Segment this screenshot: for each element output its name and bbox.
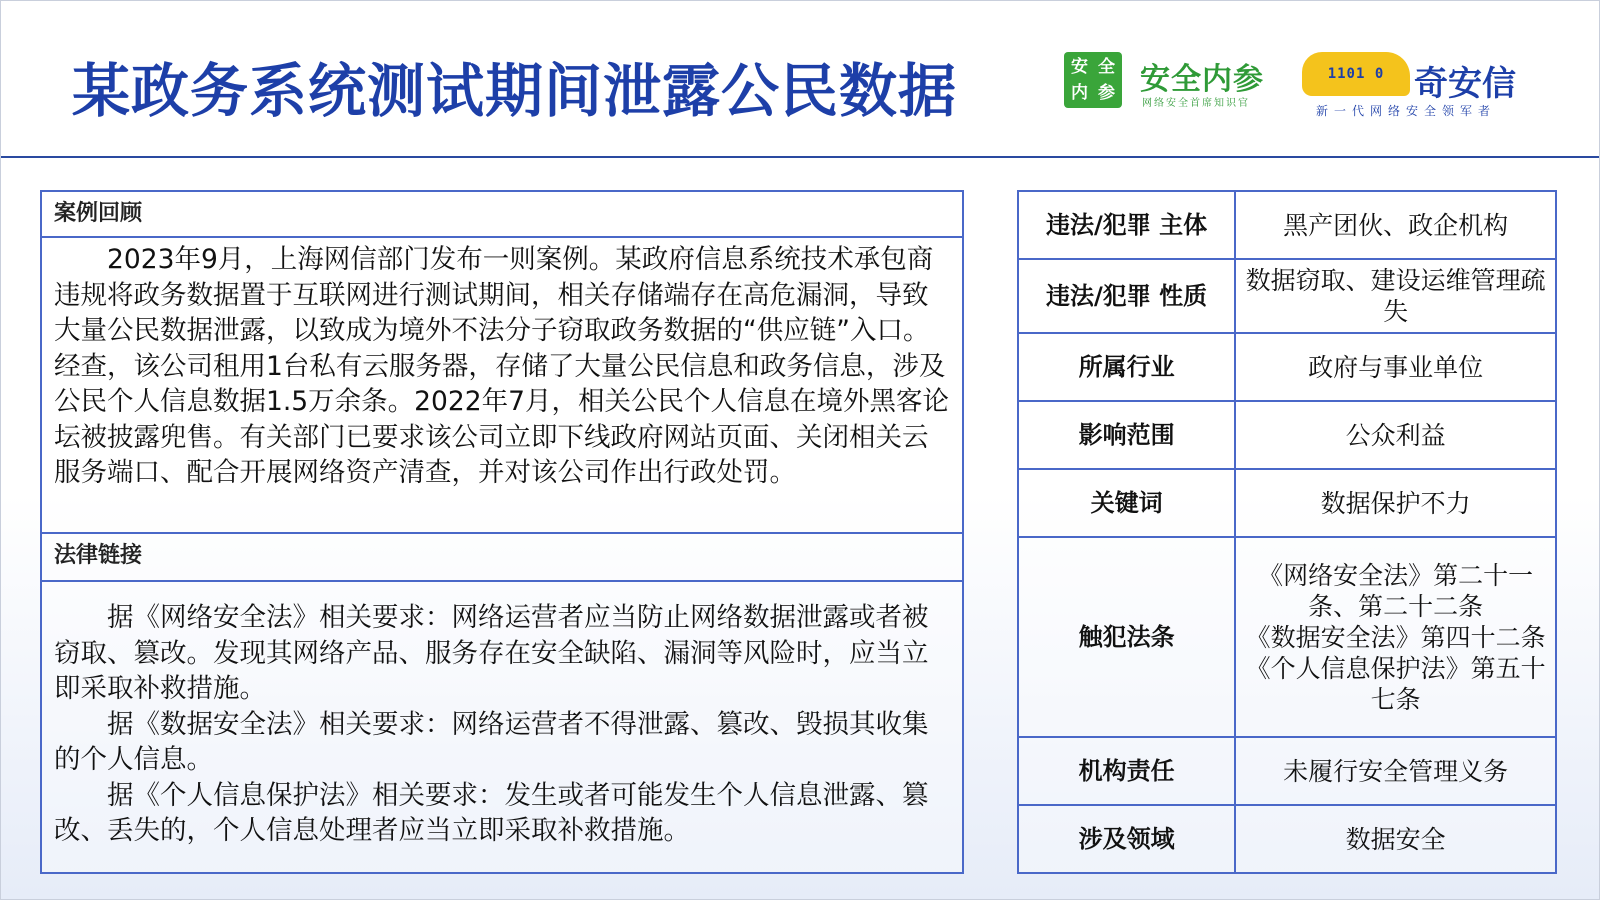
seal-char: 安 bbox=[1071, 57, 1088, 77]
row-key: 违法/犯罪 性质 bbox=[1018, 259, 1235, 333]
row-value: 公众利益 bbox=[1235, 401, 1556, 469]
table-row bbox=[1018, 259, 1556, 333]
header bbox=[0, 0, 1600, 158]
row-key: 关键词 bbox=[1018, 469, 1235, 537]
tiger-mark-icon: 1101 0 bbox=[1302, 52, 1410, 96]
row-value: 政府与事业单位 bbox=[1235, 333, 1556, 401]
table-row bbox=[1018, 537, 1556, 737]
law-paragraph: 据《网络安全法》相关要求：网络运营者应当防止网络数据泄露或者被窃取、篡改。发现其网络产品、服务存在安全缺陷、漏洞等风险时，应当立即采取补救措施。 bbox=[54, 602, 929, 704]
seal-char: 参 bbox=[1098, 83, 1115, 103]
row-key: 机构责任 bbox=[1018, 737, 1235, 805]
logo1-subtitle: 网络安全首席知识官 bbox=[1142, 98, 1250, 109]
row-value bbox=[1235, 537, 1556, 737]
row-value: 黑产团伙、政企机构 bbox=[1235, 191, 1556, 259]
qianxin-logo bbox=[1302, 52, 1562, 122]
law-heading: 法律链接 bbox=[42, 532, 962, 582]
logo2-subtitle: 新一代网络安全领军者 bbox=[1316, 104, 1497, 118]
law-paragraph: 据《数据安全法》相关要求：网络运营者不得泄露、篡改、毁损其收集的个人信息。 bbox=[54, 708, 929, 775]
logo2-name: 奇安信 bbox=[1414, 64, 1516, 104]
law-article: 《网络安全法》第二十一条、第二十二条 bbox=[1258, 560, 1534, 621]
law-article: 《数据安全法》第四十二条 bbox=[1245, 622, 1546, 652]
page-title: 某政务系统测试期间泄露公民数据 bbox=[72, 57, 958, 125]
row-key: 所属行业 bbox=[1018, 333, 1235, 401]
table-row bbox=[1018, 805, 1556, 873]
row-key: 触犯法条 bbox=[1018, 537, 1235, 737]
row-key: 违法/犯罪 主体 bbox=[1018, 191, 1235, 259]
row-key: 涉及领域 bbox=[1018, 805, 1235, 873]
seal-char: 全 bbox=[1098, 57, 1115, 77]
seal-icon bbox=[1064, 52, 1122, 108]
seal-char: 内 bbox=[1071, 83, 1088, 103]
row-value: 数据安全 bbox=[1235, 805, 1556, 873]
case-attributes-table bbox=[1017, 190, 1557, 874]
row-key: 影响范围 bbox=[1018, 401, 1235, 469]
table-row bbox=[1018, 401, 1556, 469]
table-row bbox=[1018, 737, 1556, 805]
anquanneican-logo bbox=[1064, 52, 1284, 110]
law-paragraph: 据《个人信息保护法》相关要求：发生或者可能发生个人信息泄露、篡改、丢失的，个人信息处理者应当立即采取补救措施。 bbox=[54, 779, 929, 846]
table-row bbox=[1018, 469, 1556, 537]
case-heading: 案例回顾 bbox=[42, 192, 962, 238]
law-article: 《个人信息保护法》第五十七条 bbox=[1245, 653, 1546, 714]
row-value: 未履行安全管理义务 bbox=[1235, 737, 1556, 805]
case-text: 2023年9月，上海网信部门发布一则案例。某政府信息系统技术承包商违规将政务数据置于互联网进行测试期间，相关存储端存在高危漏洞，导致大量公民数据泄露，以致成为境外不法分子窃取政务数据的“供应链”入口。经查，该公司租用1台私有云服务器，存储了大量公民信息和政务信息，涉及公民个人信息数据1.5万余条。2022年7月，相关公民个人信息在境外黑客论坛被披露兜售。有关部门已要求该公司立即下线政府网站页面、关闭相关云服务端口、配合开展网络资产清查，并对该公司作出行政处罚。 bbox=[54, 244, 949, 488]
row-value: 数据窃取、建设运维管理疏失 bbox=[1235, 259, 1556, 333]
law-text bbox=[54, 600, 954, 849]
case-panel bbox=[40, 190, 964, 874]
logo1-name: 安全内参 bbox=[1140, 62, 1264, 97]
table-row bbox=[1018, 333, 1556, 401]
table-row bbox=[1018, 191, 1556, 259]
row-value: 数据保护不力 bbox=[1235, 469, 1556, 537]
